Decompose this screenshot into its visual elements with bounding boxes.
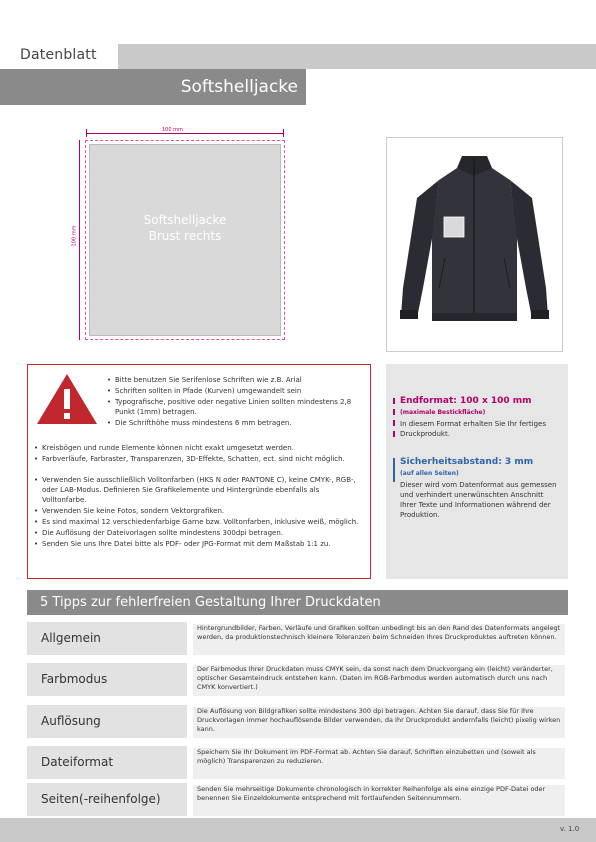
document-type-label: Datenblatt	[20, 47, 97, 63]
list-item: • Verwenden Sie keine Fotos, sondern Vektorgrafiken.	[34, 506, 364, 516]
tip-label: Allgemein	[41, 631, 101, 645]
font-rules-list	[107, 375, 362, 429]
print-area-caption	[89, 212, 281, 244]
height-dimension-line	[79, 140, 80, 340]
tip-text: Die Auflösung von Bildgrafiken sollte mindestens 300 dpi betragen. Achten Sie darauf, dass Sie für Ihre Druckvorlagen immer hochauflösende Bilder verwenden, da Ihr Druckprodukt andernfalls (leicht) pixelig wirken kann.	[193, 707, 565, 738]
tip-text: Der Farbmodus Ihrer Druckdaten muss CMYK sein, da sonst nach dem Druckvorgang ein (leicht) veränderter, optischer Gesamteindruck entstehen kann. (Daten im RGB-Farbmodus werden automatisch durch uns nach CMYK konvertiert.)	[193, 665, 565, 696]
page-title: Softshelljacke	[180, 77, 298, 97]
list-item: • Die Auflösung der Dateivorlagen sollte mindestens 300dpi betragen.	[34, 528, 364, 538]
list-item: • Es sind maximal 12 verschiedenfarbige Garne bzw. Volltonfarben, inklusive weiß, möglich.	[34, 517, 364, 527]
list-item: • Die Schrifthöhe muss mindestens 6 mm betragen.	[107, 418, 362, 428]
width-dimension-tick-left	[86, 129, 87, 137]
end-format-subtitle: (maximale Bestickfläche)	[400, 409, 486, 416]
end-format-marker	[393, 409, 395, 415]
safety-margin-text: Dieser wird vom Datenformat aus gemessen und verhindert unerwünschten Anschnitt Ihrer Texte und Informationen während der Produktion.	[400, 481, 557, 519]
shape-rules-list	[34, 443, 364, 465]
list-item: • Schriften sollten in Pfade (Kurven) umgewandelt sein	[107, 386, 362, 396]
list-item: • Bitte benutzen Sie Serifenlose Schriften wie z.B. Arial	[107, 375, 362, 385]
tip-row-general	[27, 622, 568, 655]
tip-label: Farbmodus	[41, 672, 108, 686]
width-dimension-tick-right	[283, 129, 284, 137]
tip-label-box	[27, 705, 187, 738]
safety-margin-marker	[393, 458, 395, 482]
tip-label-box	[27, 746, 187, 779]
color-rules-list	[34, 475, 364, 550]
tip-text: Hintergrundbilder, Farben, Verläufe und Grafiken sollten unbedingt bis an den Rand des Datenformats angelegt werden, da produktionstechnisch kleinere Toleranzen beim Schneiden Ihres Druckproduktes auftreten können.	[193, 624, 565, 655]
tip-label-box	[27, 783, 187, 816]
width-dimension-line	[86, 133, 283, 134]
tip-text: Speichern Sie Ihr Dokument im PDF-Format ab. Achten Sie darauf, Schriften einzubetten und (soweit als möglich) Transparenzen zu reduzieren.	[193, 748, 565, 779]
tip-row-resolution	[27, 705, 568, 738]
list-item: • Senden Sie uns Ihre Datei bitte als PDF- oder JPG-Format mit dem Maßstab 1:1 zu.	[34, 539, 364, 549]
safety-margin-subtitle: (auf allen Seiten)	[400, 470, 459, 477]
tip-row-page-order	[27, 783, 568, 816]
header-top-band	[118, 44, 596, 69]
end-format-marker	[393, 398, 395, 404]
list-item: • Kreisbögen und runde Elemente können nicht exakt umgesetzt werden.	[34, 443, 364, 453]
product-image	[386, 137, 563, 352]
print-area-position: Brust rechts	[148, 229, 222, 243]
end-format-title: Endformat: 100 x 100 mm	[400, 396, 532, 406]
tip-text: Senden Sie mehrseitige Dokumente chronologisch in korrekter Reihenfolge als eine einzige PDF-Datei oder benennen Sie Einzeldokumente entsprechend mit fortlaufenden Seitennummern.	[193, 785, 565, 816]
warning-icon	[35, 372, 99, 430]
tip-row-file-format	[27, 746, 568, 779]
version-label: v. 1.0	[560, 825, 580, 833]
footer-band	[0, 818, 596, 842]
height-dimension-label: 100 mm	[71, 225, 78, 247]
print-area-product: Softshelljacke	[143, 213, 227, 227]
tip-label: Auflösung	[41, 714, 101, 728]
end-format-marker	[393, 431, 395, 437]
list-item: • Verwenden Sie ausschließlich Volltonfarben (HKS N oder PANTONE C), keine CMYK-, RGB-, oder LAB-Modus. Definieren Sie Grafikelemente und Hintergründe ebenfalls als Volltonfarbe.	[34, 475, 364, 505]
width-dimension-label: 100 mm	[162, 127, 183, 133]
safety-margin-title: Sicherheitsabstand: 3 mm	[400, 457, 534, 467]
list-item: • Typografische, positive oder negative Linien sollten mindestens 2,8 Punkt (1mm) betragen.	[107, 397, 362, 417]
tip-label: Dateiformat	[41, 755, 114, 769]
tip-label-box	[27, 663, 187, 696]
tip-row-color-mode	[27, 663, 568, 696]
list-item: • Farbverläufe, Farbraster, Transparenzen, 3D-Effekte, Schatten, ect. sind nicht möglich.	[34, 454, 364, 464]
end-format-marker	[393, 420, 395, 426]
tips-title: 5 Tipps zur fehlerfreien Gestaltung Ihrer Druckdaten	[40, 595, 381, 610]
jacket-icon	[387, 138, 562, 351]
end-format-text: In diesem Format erhalten Sie Ihr fertiges Druckprodukt.	[400, 420, 547, 438]
tip-label-box	[27, 622, 187, 655]
tip-label: Seiten(-reihenfolge)	[41, 792, 161, 806]
